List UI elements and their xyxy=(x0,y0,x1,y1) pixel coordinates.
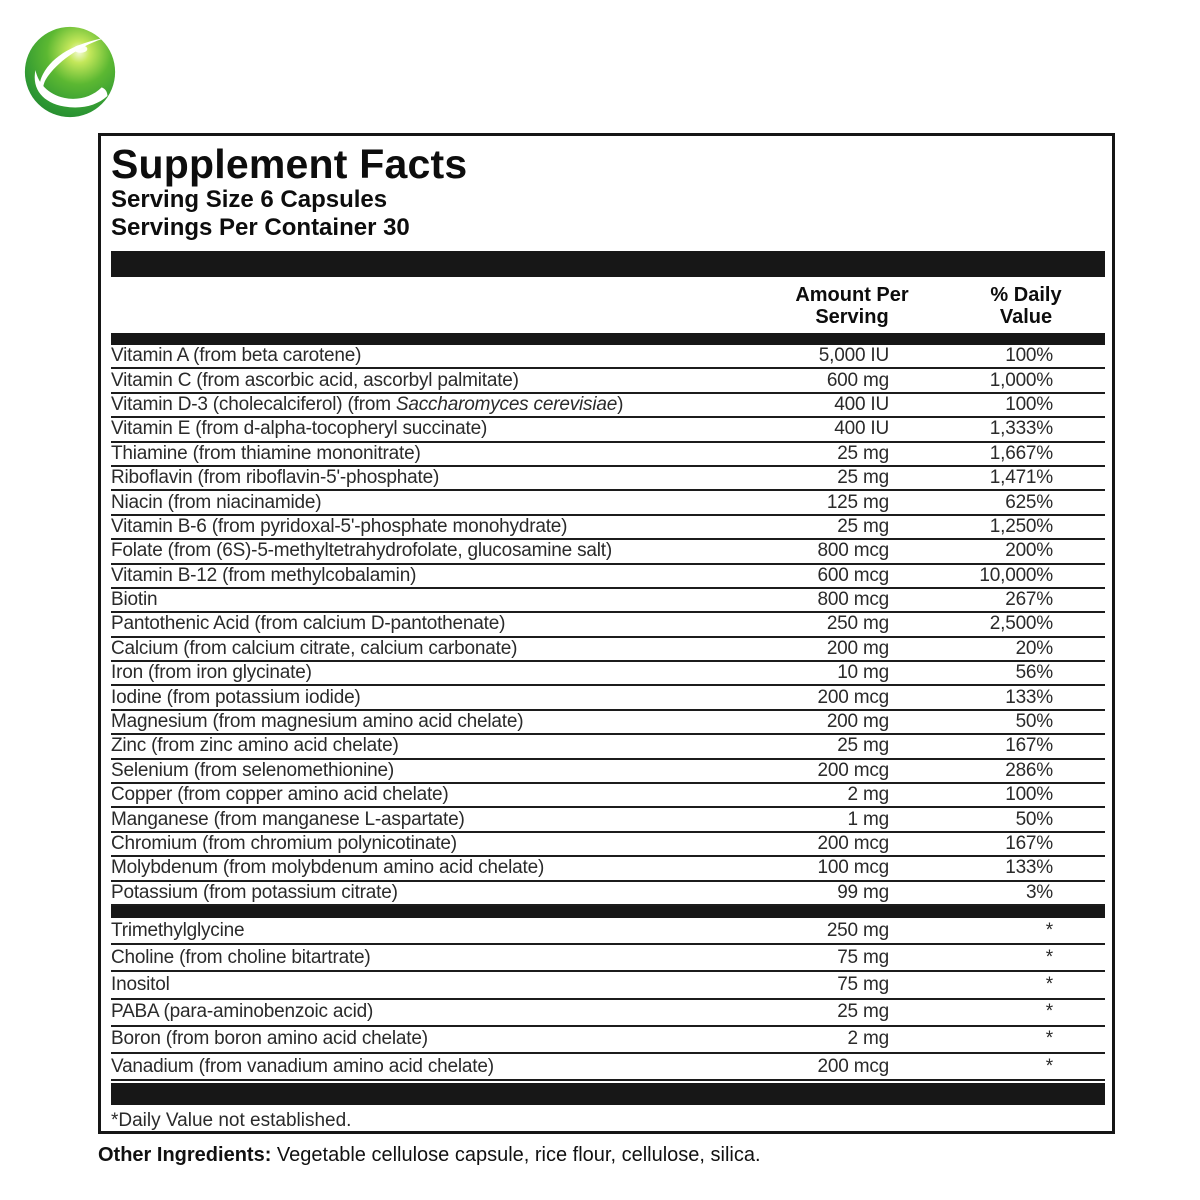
nutrient-daily-value: 50% xyxy=(1015,711,1053,733)
nutrient-daily-value: 1,667% xyxy=(989,442,1053,464)
green-swoosh-logo-icon xyxy=(22,24,118,120)
nutrient-name: PABA (para-aminobenzoic acid) xyxy=(111,1001,374,1023)
nutrient-amount: 25 mg xyxy=(837,1001,889,1023)
daily-value-footnote: *Daily Value not established. xyxy=(111,1110,352,1132)
nutrient-amount: 400 IU xyxy=(834,418,889,440)
nutrient-row xyxy=(111,945,1105,972)
nutrient-amount: 99 mg xyxy=(837,881,889,903)
nutrient-amount: 800 mcg xyxy=(817,540,889,562)
nutrient-daily-value: 100% xyxy=(1005,784,1053,806)
nutrient-amount: 250 mg xyxy=(826,613,889,635)
nutrient-amount: 600 mg xyxy=(826,369,889,391)
nutrient-amount: 25 mg xyxy=(837,515,889,537)
nutrient-row xyxy=(111,833,1105,857)
nutrient-name: Copper (from copper amino acid chelate) xyxy=(111,784,449,806)
header-spacer xyxy=(111,284,757,328)
nutrient-name: Iodine (from potassium iodide) xyxy=(111,686,361,708)
nutrient-amount: 200 mg xyxy=(826,711,889,733)
nutrient-row xyxy=(111,418,1105,442)
nutrient-name: Vitamin D-3 (cholecalciferol) (from Saccharomyces cerevisiae) xyxy=(111,393,624,415)
nutrient-name: Boron (from boron amino acid chelate) xyxy=(111,1028,428,1050)
column-header-amount xyxy=(757,284,947,328)
nutrient-row xyxy=(111,491,1105,515)
nutrient-row xyxy=(111,662,1105,686)
nutrient-row xyxy=(111,808,1105,832)
nutrient-row xyxy=(111,345,1105,369)
divider-bar-bottom xyxy=(111,1083,1105,1105)
nutrient-name: Biotin xyxy=(111,589,158,611)
nutrient-amount: 25 mg xyxy=(837,442,889,464)
nutrient-name: Choline (from choline bitartrate) xyxy=(111,946,371,968)
nutrient-row xyxy=(111,711,1105,735)
nutrient-row xyxy=(111,918,1105,945)
nutrient-daily-value: * xyxy=(1045,973,1053,995)
nutrient-amount: 2 mg xyxy=(847,784,889,806)
nutrient-daily-value: 200% xyxy=(1005,540,1053,562)
nutrient-daily-value: 56% xyxy=(1015,662,1053,684)
nutrient-row xyxy=(111,686,1105,710)
nutrient-amount: 250 mg xyxy=(826,919,889,941)
nutrient-daily-value: 2,500% xyxy=(989,613,1053,635)
amount-header-line2: Serving xyxy=(815,306,889,328)
divider-bar-header xyxy=(111,333,1105,345)
column-header-daily-value xyxy=(947,284,1105,328)
nutrient-row xyxy=(111,613,1105,637)
nutrient-row xyxy=(111,589,1105,613)
nutrient-amount: 75 mg xyxy=(837,973,889,995)
nutrient-amount: 1 mg xyxy=(847,808,889,830)
nutrient-daily-value: 3% xyxy=(1025,881,1053,903)
nutrient-row xyxy=(111,443,1105,467)
nutrient-name: Trimethylglycine xyxy=(111,919,245,941)
nutrient-name: Vanadium (from vanadium amino acid chelate) xyxy=(111,1055,494,1077)
nutrient-row xyxy=(111,540,1105,564)
serving-size: Serving Size 6 Capsules xyxy=(111,186,388,213)
nutrient-daily-value: 1,000% xyxy=(989,369,1053,391)
nutrient-name: Vitamin B-12 (from methylcobalamin) xyxy=(111,564,417,586)
nutrient-daily-value: * xyxy=(1045,1001,1053,1023)
other-ingredients-label: Other Ingredients: xyxy=(98,1144,272,1166)
nutrient-name: Chromium (from chromium polynicotinate) xyxy=(111,833,457,854)
nutrient-row xyxy=(111,369,1105,393)
brand-logo xyxy=(22,24,118,120)
nutrient-name: Selenium (from selenomethionine) xyxy=(111,759,394,781)
servings-per-container: Servings Per Container 30 xyxy=(111,214,410,241)
nutrient-daily-value: * xyxy=(1045,1055,1053,1077)
nutrient-daily-value: 625% xyxy=(1005,491,1053,513)
nutrient-amount: 800 mcg xyxy=(817,589,889,611)
nutrient-row xyxy=(111,516,1105,540)
nutrient-daily-value: 100% xyxy=(1005,393,1053,415)
nutrient-name: Vitamin B-6 (from pyridoxal-5'-phosphate monohydrate) xyxy=(111,515,568,537)
panel-title: Supplement Facts xyxy=(111,141,468,187)
nutrient-daily-value: 167% xyxy=(1005,735,1053,757)
nutrient-amount: 200 mg xyxy=(826,637,889,659)
nutrient-daily-value: 50% xyxy=(1015,808,1053,830)
nutrient-row xyxy=(111,735,1105,759)
nutrient-amount: 25 mg xyxy=(837,735,889,757)
nutrient-row xyxy=(111,1000,1105,1027)
nutrient-daily-value: 286% xyxy=(1005,759,1053,781)
nutrient-row xyxy=(111,565,1105,589)
nutrient-name: Potassium (from potassium citrate) xyxy=(111,881,398,903)
nutrient-name: Inositol xyxy=(111,973,170,995)
nutrient-daily-value: * xyxy=(1045,946,1053,968)
amount-header-line1: Amount Per xyxy=(795,284,909,306)
nutrient-amount: 2 mg xyxy=(847,1028,889,1050)
nutrient-name: Iron (from iron glycinate) xyxy=(111,662,312,684)
nutrient-name: Vitamin C (from ascorbic acid, ascorbyl palmitate) xyxy=(111,369,519,391)
divider-bar-top xyxy=(111,251,1105,277)
nutrient-daily-value: 267% xyxy=(1005,589,1053,611)
nutrient-amount: 200 mcg xyxy=(817,833,889,854)
nutrient-amount: 5,000 IU xyxy=(818,345,889,367)
nutrient-row xyxy=(111,638,1105,662)
nutrient-name: Calcium (from calcium citrate, calcium carbonate) xyxy=(111,637,518,659)
supplement-facts-panel xyxy=(98,133,1115,1134)
nutrient-name: Zinc (from zinc amino acid chelate) xyxy=(111,735,399,757)
nutrient-row xyxy=(111,784,1105,808)
nutrient-row xyxy=(111,760,1105,784)
nutrient-name: Riboflavin (from riboflavin-5'-phosphate) xyxy=(111,467,440,489)
nutrient-amount: 200 mcg xyxy=(817,1055,889,1077)
nutrient-amount: 10 mg xyxy=(837,662,889,684)
other-ingredients xyxy=(98,1144,761,1167)
nutrient-daily-value: 133% xyxy=(1005,686,1053,708)
rows-other xyxy=(111,918,1105,1081)
nutrient-name: Folate (from (6S)-5-methyltetrahydrofolate, glucosamine salt) xyxy=(111,540,612,562)
nutrient-amount: 125 mg xyxy=(826,491,889,513)
nutrient-daily-value: 10,000% xyxy=(979,564,1053,586)
nutrient-amount: 75 mg xyxy=(837,946,889,968)
nutrient-row xyxy=(111,1054,1105,1081)
nutrient-row xyxy=(111,972,1105,999)
nutrient-name: Pantothenic Acid (from calcium D-pantothenate) xyxy=(111,613,506,635)
nutrient-name: Niacin (from niacinamide) xyxy=(111,491,322,513)
column-headers xyxy=(111,284,1105,328)
nutrient-daily-value: 1,333% xyxy=(989,418,1053,440)
nutrient-row xyxy=(111,467,1105,491)
nutrient-row xyxy=(111,1027,1105,1054)
nutrient-amount: 400 IU xyxy=(834,393,889,415)
nutrient-row xyxy=(111,857,1105,881)
nutrient-amount: 100 mcg xyxy=(817,857,889,879)
other-ingredients-text: Vegetable cellulose capsule, rice flour, cellulose, silica. xyxy=(271,1144,761,1166)
nutrient-daily-value: 1,250% xyxy=(989,515,1053,537)
nutrient-amount: 200 mcg xyxy=(817,686,889,708)
dv-header-line2: Value xyxy=(999,306,1053,328)
nutrient-daily-value: 20% xyxy=(1015,637,1053,659)
nutrient-daily-value: * xyxy=(1045,1028,1053,1050)
nutrient-row xyxy=(111,882,1105,906)
nutrient-name: Molybdenum (from molybdenum amino acid chelate) xyxy=(111,857,545,879)
nutrient-daily-value: * xyxy=(1045,919,1053,941)
divider-bar-section xyxy=(111,906,1105,918)
nutrient-name: Vitamin E (from d-alpha-tocopheryl succinate) xyxy=(111,418,488,440)
nutrient-amount: 200 mcg xyxy=(817,759,889,781)
nutrient-daily-value: 100% xyxy=(1005,345,1053,367)
nutrient-row xyxy=(111,394,1105,418)
nutrient-name: Thiamine (from thiamine mononitrate) xyxy=(111,442,421,464)
rows-main xyxy=(111,345,1105,906)
nutrient-name: Manganese (from manganese L-aspartate) xyxy=(111,808,465,830)
nutrient-daily-value: 133% xyxy=(1005,857,1053,879)
nutrient-name: Vitamin A (from beta carotene) xyxy=(111,345,362,367)
dv-header-line1: % Daily xyxy=(990,284,1062,306)
nutrient-amount: 25 mg xyxy=(837,467,889,489)
nutrient-daily-value: 1,471% xyxy=(989,467,1053,489)
nutrient-amount: 600 mcg xyxy=(817,564,889,586)
nutrient-daily-value: 167% xyxy=(1005,833,1053,854)
nutrient-name: Magnesium (from magnesium amino acid chelate) xyxy=(111,711,524,733)
